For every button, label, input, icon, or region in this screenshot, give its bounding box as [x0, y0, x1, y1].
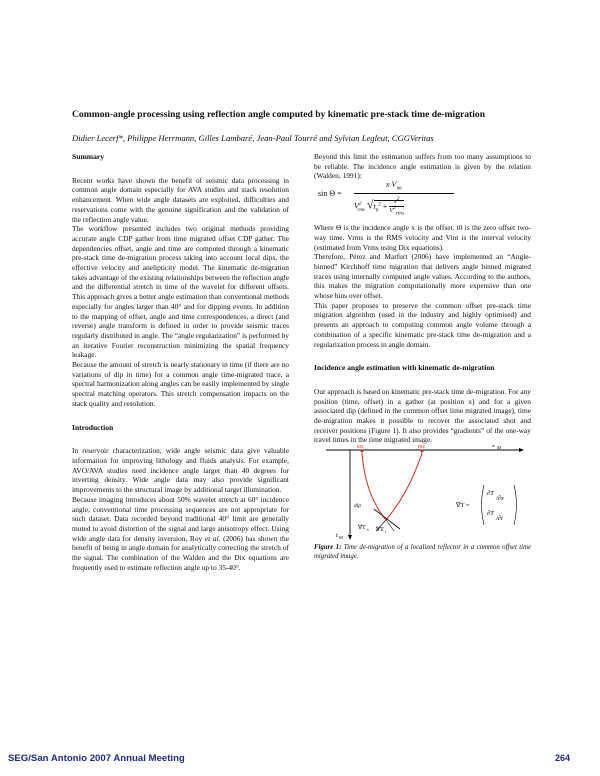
xm-sub-label: M [497, 445, 502, 451]
grad-t-label: ∇T = [456, 502, 470, 510]
vector-right-paren [514, 485, 517, 525]
walden-equation [314, 181, 531, 223]
figure-1-caption: Figure 1: Time de-migration of a localized reflector in a common offset time migrated image. [314, 544, 531, 561]
dip-label: dip [354, 503, 362, 510]
dtm-label: /∂t [496, 515, 503, 523]
equation-denominator: $V^2_{rms}$ $√t_0^2 + x^2$ $V^2_{rms}$ [354, 196, 405, 217]
rec-label: rec [418, 445, 426, 451]
grad-tr-label: ∇T [376, 527, 384, 534]
tm-sub-label: M [339, 535, 344, 541]
grad-ts-sub-label: s [367, 527, 369, 533]
introduction-paragraph-1: In reservoir characterization, wide angle seismic data give valuable information for improving lithology and fluids analysis. For example, AVO/AVA studies need incidence angle larger than 40 degrees for inverting density. Wide angle data may also provide significant improvements to the structural image by additional target illumination. [72, 446, 289, 495]
summary-paragraph-1: Recent works have shown the benefit of seismic data processing in common angle domain especially for AVA studies and stack resolution enhancement. When wide angle datasets are exploited, difficulties and reservations come with the genuine signification and the validation of the reflection angle value. [72, 175, 289, 224]
src-label: src [357, 445, 364, 451]
right-column [314, 152, 531, 561]
summary-paragraph-2: The workflow presented includes two original methods providing accurate angle CDP gather from time migrated offset CDP gather. The dependencies offset, angle and time are computed through a kinematic pre-stack time de-migration process taking into account local dips, the effective velocity and anelipticity model. The kinematic de-migration takes advantage of the existing relationships between the reflection angle and the differential stretch in time of the wavelet for different offsets. This approach gives a better angle estimation than conventional methods especially for angles larger than 40° and for dipping events. In addition to the mapping of offset, angle and time correspondences, a direct (and reverse) angle transform is defined in order to provide seismic traces regularly distributed in angle. The “angle regularization” is performed by an iterative Fourier reconstruction minimizing the spatial frequency leakage. [72, 224, 289, 360]
receiver-ray [386, 453, 422, 520]
demigration-paragraph: Our approach is based on kinematic pre-stack time de-migration. For any position (time, offset) in a gather (at position x) and for a given associated dip (defined in the common offset time migrated image), time de-migration makes it possible to recover the associated shot and receiver positions (Figure 1). It also provides “gradients” of the one-way travel times in the time migrated image. [314, 386, 531, 445]
grad-ts-label: ∇T [358, 525, 366, 532]
demigration-diagram [314, 445, 531, 543]
grad-tr-sub-label: r [385, 529, 387, 535]
angle-binned-paragraph: Therefore, Pérez and Marfurt (2006) have implemented an “Angle-binned” Kirchhoff time migration that delivers angle binned migrated traces using internally computed angle values. According to the authors, this makes the migration computationally more expensive than one whose bins over offset. [314, 252, 531, 301]
walden-intro-paragraph: Beyond this limit the estimation suffers from too many assumptions to be reliable. The incidence angle estimation is given by the relation (Walden, 1991): [314, 152, 531, 181]
figure-1 [314, 445, 531, 543]
equation-fraction-bar [354, 193, 454, 194]
source-ray [362, 453, 386, 520]
proposal-paragraph: This paper proposes to preserve the common offset pre-stack time migration algorithm (used in the industry and highly optimised) and presents an approach to computing common angle volume through a combination of a specific kinematic pre-stack time de-migration and a regularization process in angle domain. [314, 300, 531, 349]
equation-numerator: x $V_{int}$ [386, 180, 402, 192]
incidence-angle-heading: Incidence angle estimation with kinematic de-migration [314, 363, 495, 373]
equation-lhs: sin Θ = [318, 189, 342, 199]
summary-heading: Summary [72, 152, 105, 161]
author-list: Didier Lecerf*, Philippe Herrmann, Gilles Lambaré, Jean-Paul Tourré and Sylvian Legleut, CGGVeritas [72, 133, 434, 143]
vector-left-paren [482, 485, 485, 525]
dt-label: ∂T [487, 490, 494, 498]
introduction-heading: Introduction [72, 422, 114, 432]
page-number: 264 [555, 753, 571, 763]
equation-explanation-paragraph: Where Θ is the incidence angle x is the offset. t0 is the zero offset two-way time. Vrms is the RMS velocity and Vint is the interval velocity (estimated from Vrms using Dix equations). [314, 223, 531, 252]
time-axis-arrow [348, 535, 352, 540]
xm-label: x [492, 445, 495, 450]
left-column [72, 152, 289, 572]
offset-axis-arrow [519, 448, 524, 452]
tm-label: t [336, 533, 338, 540]
dx-label: /∂x [496, 495, 504, 503]
meeting-footer: SEG/San Antonio 2007 Annual Meeting [8, 753, 185, 764]
paper-title: Common-angle processing using reflection angle computed by kinematic pre-stack time de-migration [72, 109, 486, 120]
dtt-label: ∂T [487, 510, 494, 518]
introduction-paragraph-2: Because imaging introduces about 50% wavelet stretch at 60° incidence angle, conventional time processing sequences are not appropriate for such dataset. Data recorded beyond traditional 40° limit are generally muted to avoid distortion of the signal and large anisotropy effect. Using wide angle data for density inversion, Roy et al. (2006) has shown the benefit of being in angle domain for analytically correcting the stretch of the signal. The combination of the Walden and the Dix equations are frequently used to estimate reflection angle up to 35-40°. [72, 494, 289, 572]
summary-paragraph-3: Because the amount of stretch is nearly stationary in time (if there are no variations of dip in time) for a common angle time-migrated trace, a spectral harmonization along angles can be easily implemented by single spectral matching operators. This stretch compensation impacts on the stack quality and resolution. [72, 360, 289, 408]
reflector-segment [374, 509, 400, 529]
